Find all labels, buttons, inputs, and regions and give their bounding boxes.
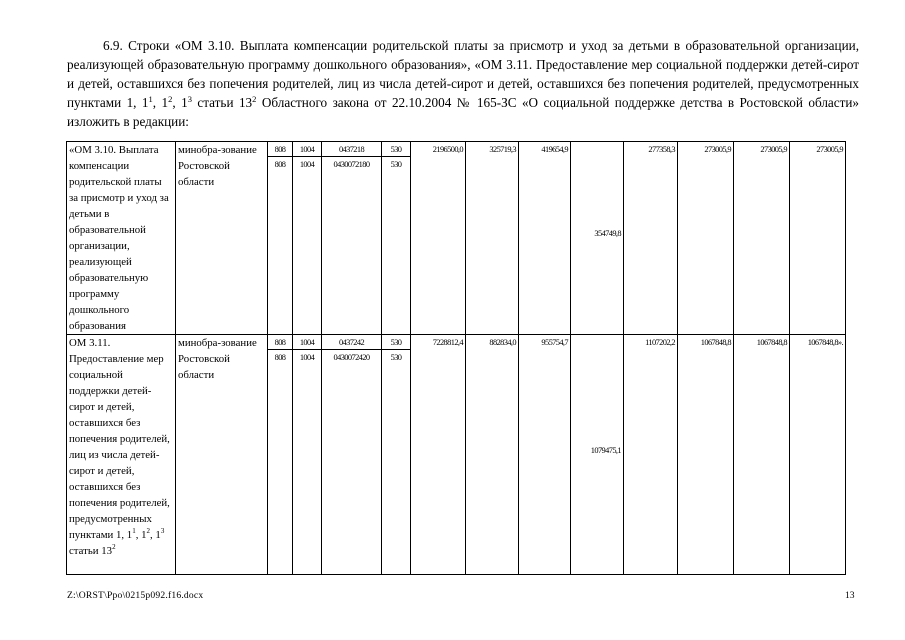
year-5-value: 273005,9: [678, 142, 734, 335]
csr-cell: [322, 335, 382, 575]
sup-4: 2: [112, 543, 116, 551]
csr-code: 0430072420: [333, 353, 370, 362]
rzpr-cell: [293, 335, 322, 575]
intro-paragraph: [67, 36, 859, 131]
year-3-cell: [571, 142, 624, 335]
year-4-value: 1107202,2: [624, 335, 678, 575]
intro-text-5: Областного закона от 22.10.2004 № 165-ЗС «О социальной поддержке детства в Ростовской области» изложить в редакции:: [67, 95, 860, 129]
row-name-text: , 1: [135, 529, 147, 541]
row-name-text: ОМ 3.11. Предоставление мер социальной поддержки детей-сирот и детей, оставшихся без попечения родителей, лиц из числа детей-сирот и детей, оставшихся без попечения родителей, предусмотренных пунктами 1, 1: [69, 337, 170, 541]
sup-1: 1: [148, 94, 153, 104]
grbs-cell: [268, 335, 293, 575]
footer-file-path: Z:\ORST\Ppo\0215p092.f16.docx: [67, 590, 204, 601]
row-name: «ОМ 3.10. Выплата компенсации родительской платы за присмотр и уход за детьми в образовательной организации, реализующей образовательную программу дошкольного образования: [67, 142, 176, 335]
grbs-code: 808: [274, 353, 286, 362]
sup-2: 2: [168, 94, 173, 104]
year-7-value: 1067848,8».: [790, 335, 846, 575]
intro-text-2: , 1: [152, 95, 169, 110]
intro-text-3: , 1: [172, 95, 188, 110]
intro-text-1: 6.9. Строки «ОМ 3.10. Выплата компенсации родительской платы за присмотр и уход за детьми в образовательной организации, реализующей образовательную программу дошкольного образования», «ОМ 3.11. Предоставление мер социальной поддержки детей-сирот и детей, оставшихся без попечения родителей, лиц из числа детей-сирот и детей, оставшихся без попечения родителей, предусмотренных пунктами 1, 1: [67, 38, 859, 110]
row-name-text: статьи 13: [69, 545, 113, 557]
year-5-value: 1067848,8: [678, 335, 734, 575]
vr-code: 530: [382, 335, 410, 350]
program-table: [66, 141, 902, 575]
year-1-value: 325719,3: [466, 142, 519, 335]
year-3-value: 1079475,1: [590, 445, 621, 455]
vr-cell: [382, 335, 411, 575]
year-3-value: 354749,8: [594, 229, 621, 238]
year-7-value: 273005,9: [790, 142, 846, 335]
year-6-value: 273005,9: [734, 142, 790, 335]
row-executor: минобра-зование Ростовской области: [176, 142, 268, 335]
csr-cell: [322, 142, 382, 335]
rzpr-code: 1004: [299, 353, 315, 362]
sup-3: 3: [187, 94, 192, 104]
page-number: 13: [845, 590, 855, 601]
total-value: 2196500,0: [411, 142, 466, 335]
rzpr-code: 1004: [299, 160, 315, 169]
grbs-code: 808: [274, 160, 286, 169]
table-row: [67, 142, 902, 335]
sup-1: 1: [132, 527, 136, 535]
vr-code: 530: [390, 160, 402, 169]
year-3-cell: [571, 335, 624, 575]
csr-code: 0437242: [322, 335, 381, 350]
year-6-value: 1067848,8: [734, 335, 790, 575]
csr-code: 0430072180: [333, 160, 370, 169]
row-name: [67, 335, 176, 575]
year-2-value: 419654,9: [519, 142, 571, 335]
year-2-value: 955754,7: [519, 335, 571, 575]
row-executor: минобра-зование Ростовской области: [176, 335, 268, 575]
grbs-code: 808: [268, 335, 292, 350]
grbs-cell: [268, 142, 293, 335]
sup-2: 2: [146, 527, 151, 535]
intro-text-4: статьи 13: [191, 95, 253, 110]
grbs-code: 808: [268, 142, 292, 157]
vr-code: 530: [382, 142, 410, 157]
year-4-value: 277358,3: [624, 142, 678, 335]
vr-code: 530: [390, 353, 402, 362]
csr-code: 0437218: [322, 142, 381, 157]
table-row: [67, 335, 902, 575]
sup-3: 3: [160, 527, 165, 535]
rzpr-code: 1004: [293, 142, 321, 157]
total-value: 7228812,4: [411, 335, 466, 575]
vr-cell: [382, 142, 411, 335]
rzpr-cell: [293, 142, 322, 335]
year-1-value: 882834,0: [466, 335, 519, 575]
rzpr-code: 1004: [293, 335, 321, 350]
row-name-text: , 1: [150, 529, 161, 541]
sup-4: 2: [252, 94, 257, 104]
